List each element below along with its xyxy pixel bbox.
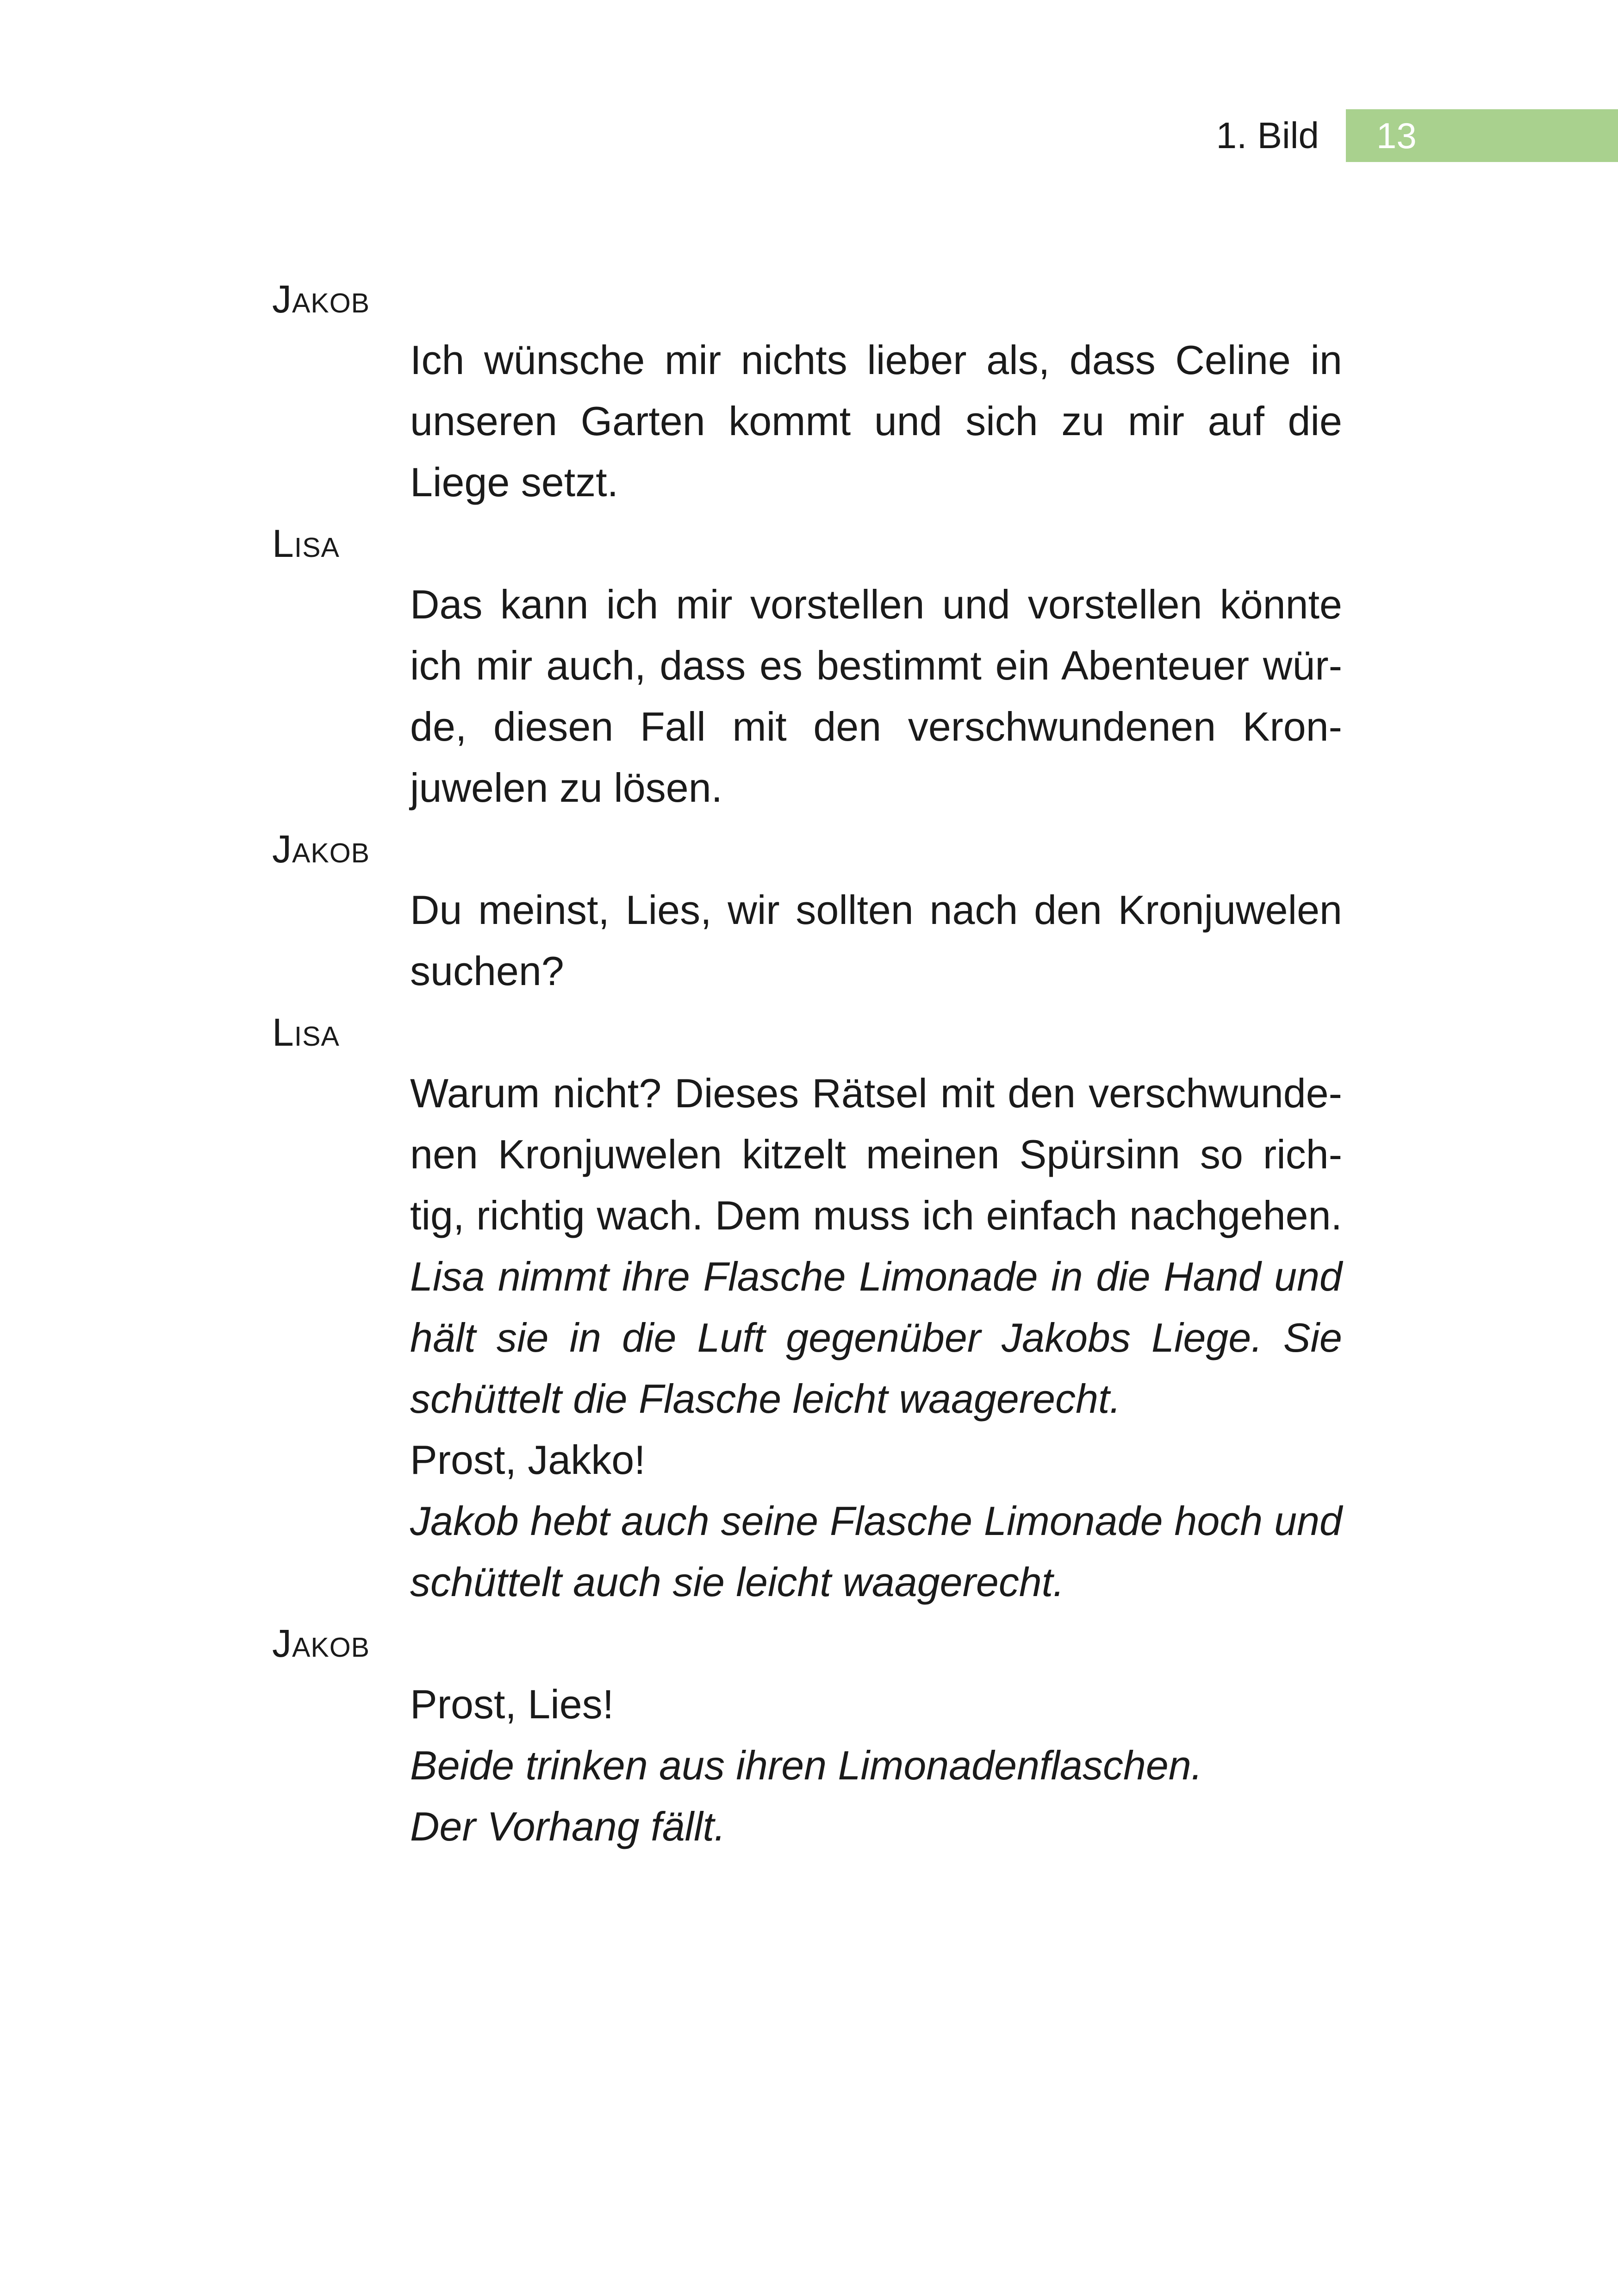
speaker-name: Jakob (272, 1622, 370, 1665)
dialogue-line: unseren Garten kommt und sich zu mir auf die (410, 398, 1342, 444)
dialogue-line: ich mir auch, dass es bestimmt ein Abenteuer wür- (410, 643, 1342, 688)
speaker-name: Jakob (272, 277, 370, 321)
speech-text (410, 1063, 1342, 1613)
speaker-name: Lisa (272, 1011, 340, 1054)
dialogue-block (272, 1002, 1342, 1613)
speech-text (410, 330, 1342, 513)
speech-text (410, 880, 1342, 1002)
dialogue-line: Prost, Jakko! (410, 1437, 646, 1483)
dialogue-line: nen Kronjuwelen kitzelt meinen Spürsinn so rich- (410, 1131, 1342, 1177)
dialogue-line: suchen? (410, 948, 564, 994)
page-header (1216, 109, 1618, 162)
play-script (272, 268, 1342, 1857)
dialogue-line: Das kann ich mir vorstellen und vorstellen könnte (410, 581, 1342, 627)
page-number-badge (1346, 109, 1618, 162)
dialogue-line: Ich wünsche mir nichts lieber als, dass Celine in (410, 337, 1342, 383)
chapter-title: 1. Bild (1216, 115, 1319, 156)
dialogue-block (272, 1613, 1342, 1857)
stage-direction-line: schüttelt die Flasche leicht waagerecht. (410, 1376, 1121, 1422)
stage-direction-line: Der Vorhang fällt. (410, 1803, 726, 1849)
speaker-name: Lisa (272, 522, 340, 565)
stage-direction-line: Jakob hebt auch seine Flasche Limonade hoch und (410, 1498, 1342, 1544)
page-number: 13 (1376, 115, 1417, 156)
speech-text (410, 1674, 1342, 1857)
speech-text (410, 574, 1342, 818)
dialogue-line: Du meinst, Lies, wir sollten nach den Kronjuwelen (410, 887, 1342, 933)
stage-direction-line: Lisa nimmt ihre Flasche Limonade in die Hand und (410, 1254, 1342, 1299)
dialogue-line: Warum nicht? Dieses Rätsel mit den verschwunde- (410, 1070, 1342, 1116)
dialogue-block (272, 818, 1342, 1002)
dialogue-block (272, 268, 1342, 513)
stage-direction-line: Beide trinken aus ihren Limonadenflaschen. (410, 1742, 1203, 1788)
speaker-name: Jakob (272, 827, 370, 871)
dialogue-line: juwelen zu lösen. (410, 765, 723, 811)
dialogue-line: tig, richtig wach. Dem muss ich einfach nachgehen. (410, 1192, 1342, 1238)
stage-direction-line: hält sie in die Luft gegenüber Jakobs Liege. Sie (410, 1315, 1342, 1360)
dialogue-line: de, diesen Fall mit den verschwundenen Kron- (410, 704, 1342, 749)
dialogue-block (272, 513, 1342, 818)
stage-direction-line: schüttelt auch sie leicht waagerecht. (410, 1559, 1064, 1605)
dialogue-line: Prost, Lies! (410, 1681, 614, 1727)
dialogue-line: Liege setzt. (410, 459, 619, 505)
